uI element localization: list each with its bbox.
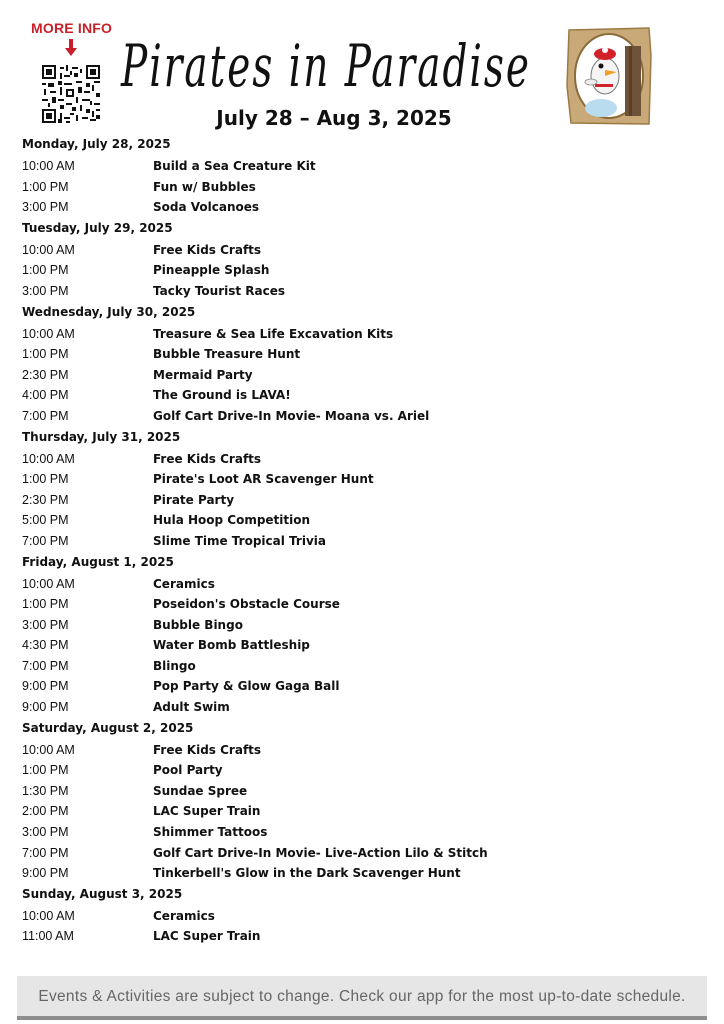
day-heading: Wednesday, July 30, 2025: [22, 304, 196, 319]
event-name: Poseidon's Obstacle Course: [153, 597, 340, 612]
event-row: [22, 697, 712, 718]
event-time: 11:00 AM: [22, 929, 74, 944]
pirate-mascot-badge: [565, 26, 653, 126]
event-name: Mermaid Party: [153, 367, 253, 382]
event-time: 9:00 PM: [22, 866, 69, 881]
event-row: [22, 531, 712, 552]
event-row: [22, 197, 712, 218]
event-row: [22, 906, 712, 927]
event-name: Adult Swim: [153, 700, 230, 715]
event-name: LAC Super Train: [153, 804, 261, 819]
event-row: [22, 635, 712, 656]
event-time: 3:00 PM: [22, 283, 69, 298]
event-row: [22, 324, 712, 345]
event-time: 1:00 PM: [22, 763, 69, 778]
event-time: 10:00 AM: [22, 159, 75, 173]
event-row: [22, 676, 712, 697]
event-name: Build a Sea Creature Kit: [153, 159, 316, 173]
event-time: 1:30 PM: [22, 783, 69, 798]
event-row: [22, 449, 712, 470]
qr-code[interactable]: [42, 65, 100, 123]
event-name: LAC Super Train: [153, 929, 261, 944]
event-row: [22, 594, 712, 615]
event-row: [22, 260, 712, 281]
event-row: [22, 240, 712, 261]
day-heading: Monday, July 28, 2025: [22, 137, 171, 151]
event-name: Blingo: [153, 658, 196, 673]
event-name: Pool Party: [153, 763, 223, 778]
more-info-label[interactable]: MORE INFO: [31, 20, 113, 36]
event-row: [22, 281, 712, 302]
event-time: 2:30 PM: [22, 492, 69, 507]
event-row: [22, 781, 712, 802]
event-row: [22, 510, 712, 531]
event-name: Tinkerbell's Glow in the Dark Scavenger Hunt: [153, 866, 461, 881]
event-name: Free Kids Crafts: [153, 242, 262, 257]
event-time: 5:00 PM: [22, 513, 69, 528]
event-time: 1:00 PM: [22, 179, 69, 194]
event-name: Free Kids Crafts: [153, 451, 262, 466]
event-name: Treasure & Sea Life Excavation Kits: [153, 326, 394, 341]
event-row: [22, 177, 712, 198]
event-name: Pop Party & Glow Gaga Ball: [153, 679, 340, 694]
arrow-down-icon: [64, 39, 78, 57]
event-time: 9:00 PM: [22, 700, 69, 715]
event-name: Soda Volcanoes: [153, 200, 260, 215]
date-range: July 28 – Aug 3, 2025: [216, 106, 452, 130]
day-heading: Sunday, August 3, 2025: [22, 886, 183, 901]
event-name: Hula Hoop Competition: [153, 513, 311, 528]
event-time: 3:00 PM: [22, 825, 69, 840]
event-time: 9:00 PM: [22, 679, 69, 694]
event-time: 3:00 PM: [22, 617, 69, 632]
event-time: 10:00 AM: [22, 908, 75, 923]
event-row: [22, 385, 712, 406]
header: [0, 0, 724, 135]
event-time: 10:00 AM: [22, 451, 75, 466]
day-heading: Saturday, August 2, 2025: [22, 720, 194, 735]
event-name: Tacky Tourist Races: [153, 283, 286, 298]
event-row: [22, 801, 712, 822]
event-time: 3:00 PM: [22, 200, 69, 215]
event-name: Bubble Bingo: [153, 617, 243, 632]
event-row: [22, 740, 712, 761]
event-time: 10:00 AM: [22, 326, 75, 341]
event-name: Water Bomb Battleship: [153, 638, 310, 653]
event-row: [22, 344, 712, 365]
event-row: [22, 490, 712, 511]
event-name: Pirate's Loot AR Scavenger Hunt: [153, 472, 374, 487]
event-name: Slime Time Tropical Trivia: [153, 533, 326, 548]
day-heading: Thursday, July 31, 2025: [22, 429, 181, 444]
event-row: [22, 760, 712, 781]
event-time: 1:00 PM: [22, 263, 69, 278]
event-name: Pineapple Splash: [153, 263, 270, 278]
title-script: [112, 14, 540, 106]
event-name: The Ground is LAVA!: [153, 388, 291, 403]
event-row: [22, 843, 712, 864]
event-name: Free Kids Crafts: [153, 742, 262, 757]
event-time: 4:30 PM: [22, 638, 69, 653]
event-name: Golf Cart Drive-In Movie- Moana vs. Ariel: [153, 408, 430, 423]
footer-disclaimer: Events & Activities are subject to change. Check our app for the most up-to-date schedule.: [38, 988, 686, 1005]
event-time: 2:00 PM: [22, 804, 69, 819]
event-time: 1:00 PM: [22, 472, 69, 487]
event-time: 1:00 PM: [22, 597, 69, 612]
event-time: 10:00 AM: [22, 576, 75, 591]
event-time: 10:00 AM: [22, 242, 75, 257]
event-name: Ceramics: [153, 576, 215, 591]
event-row: [22, 574, 712, 595]
event-row: [22, 656, 712, 677]
event-row: [22, 926, 712, 947]
event-time: 7:00 PM: [22, 845, 69, 860]
event-row: [22, 822, 712, 843]
event-name: Golf Cart Drive-In Movie- Live-Action Lilo & Stitch: [153, 845, 488, 860]
event-time: 1:00 PM: [22, 347, 69, 362]
footer-bar: [17, 976, 707, 1020]
event-name: Ceramics: [153, 908, 215, 923]
event-time: 10:00 AM: [22, 742, 75, 757]
event-name: Sundae Spree: [153, 783, 248, 798]
event-row: [22, 863, 712, 884]
event-row: [22, 156, 712, 177]
schedule-list: [22, 134, 712, 947]
event-row: [22, 406, 712, 427]
event-time: 7:00 PM: [22, 533, 69, 548]
event-name: Shimmer Tattoos: [153, 825, 268, 840]
page-title: Pirates in Paradise: [120, 32, 531, 100]
event-name: Pirate Party: [153, 492, 235, 507]
event-time: 7:00 PM: [22, 658, 69, 673]
day-heading: Tuesday, July 29, 2025: [22, 220, 173, 235]
event-row: [22, 365, 712, 386]
event-time: 4:00 PM: [22, 388, 69, 403]
event-name: Fun w/ Bubbles: [153, 179, 256, 194]
event-row: [22, 469, 712, 490]
day-heading: Friday, August 1, 2025: [22, 554, 174, 569]
event-row: [22, 615, 712, 636]
event-time: 2:30 PM: [22, 367, 69, 382]
event-time: 7:00 PM: [22, 408, 69, 423]
event-name: Bubble Treasure Hunt: [153, 347, 301, 362]
